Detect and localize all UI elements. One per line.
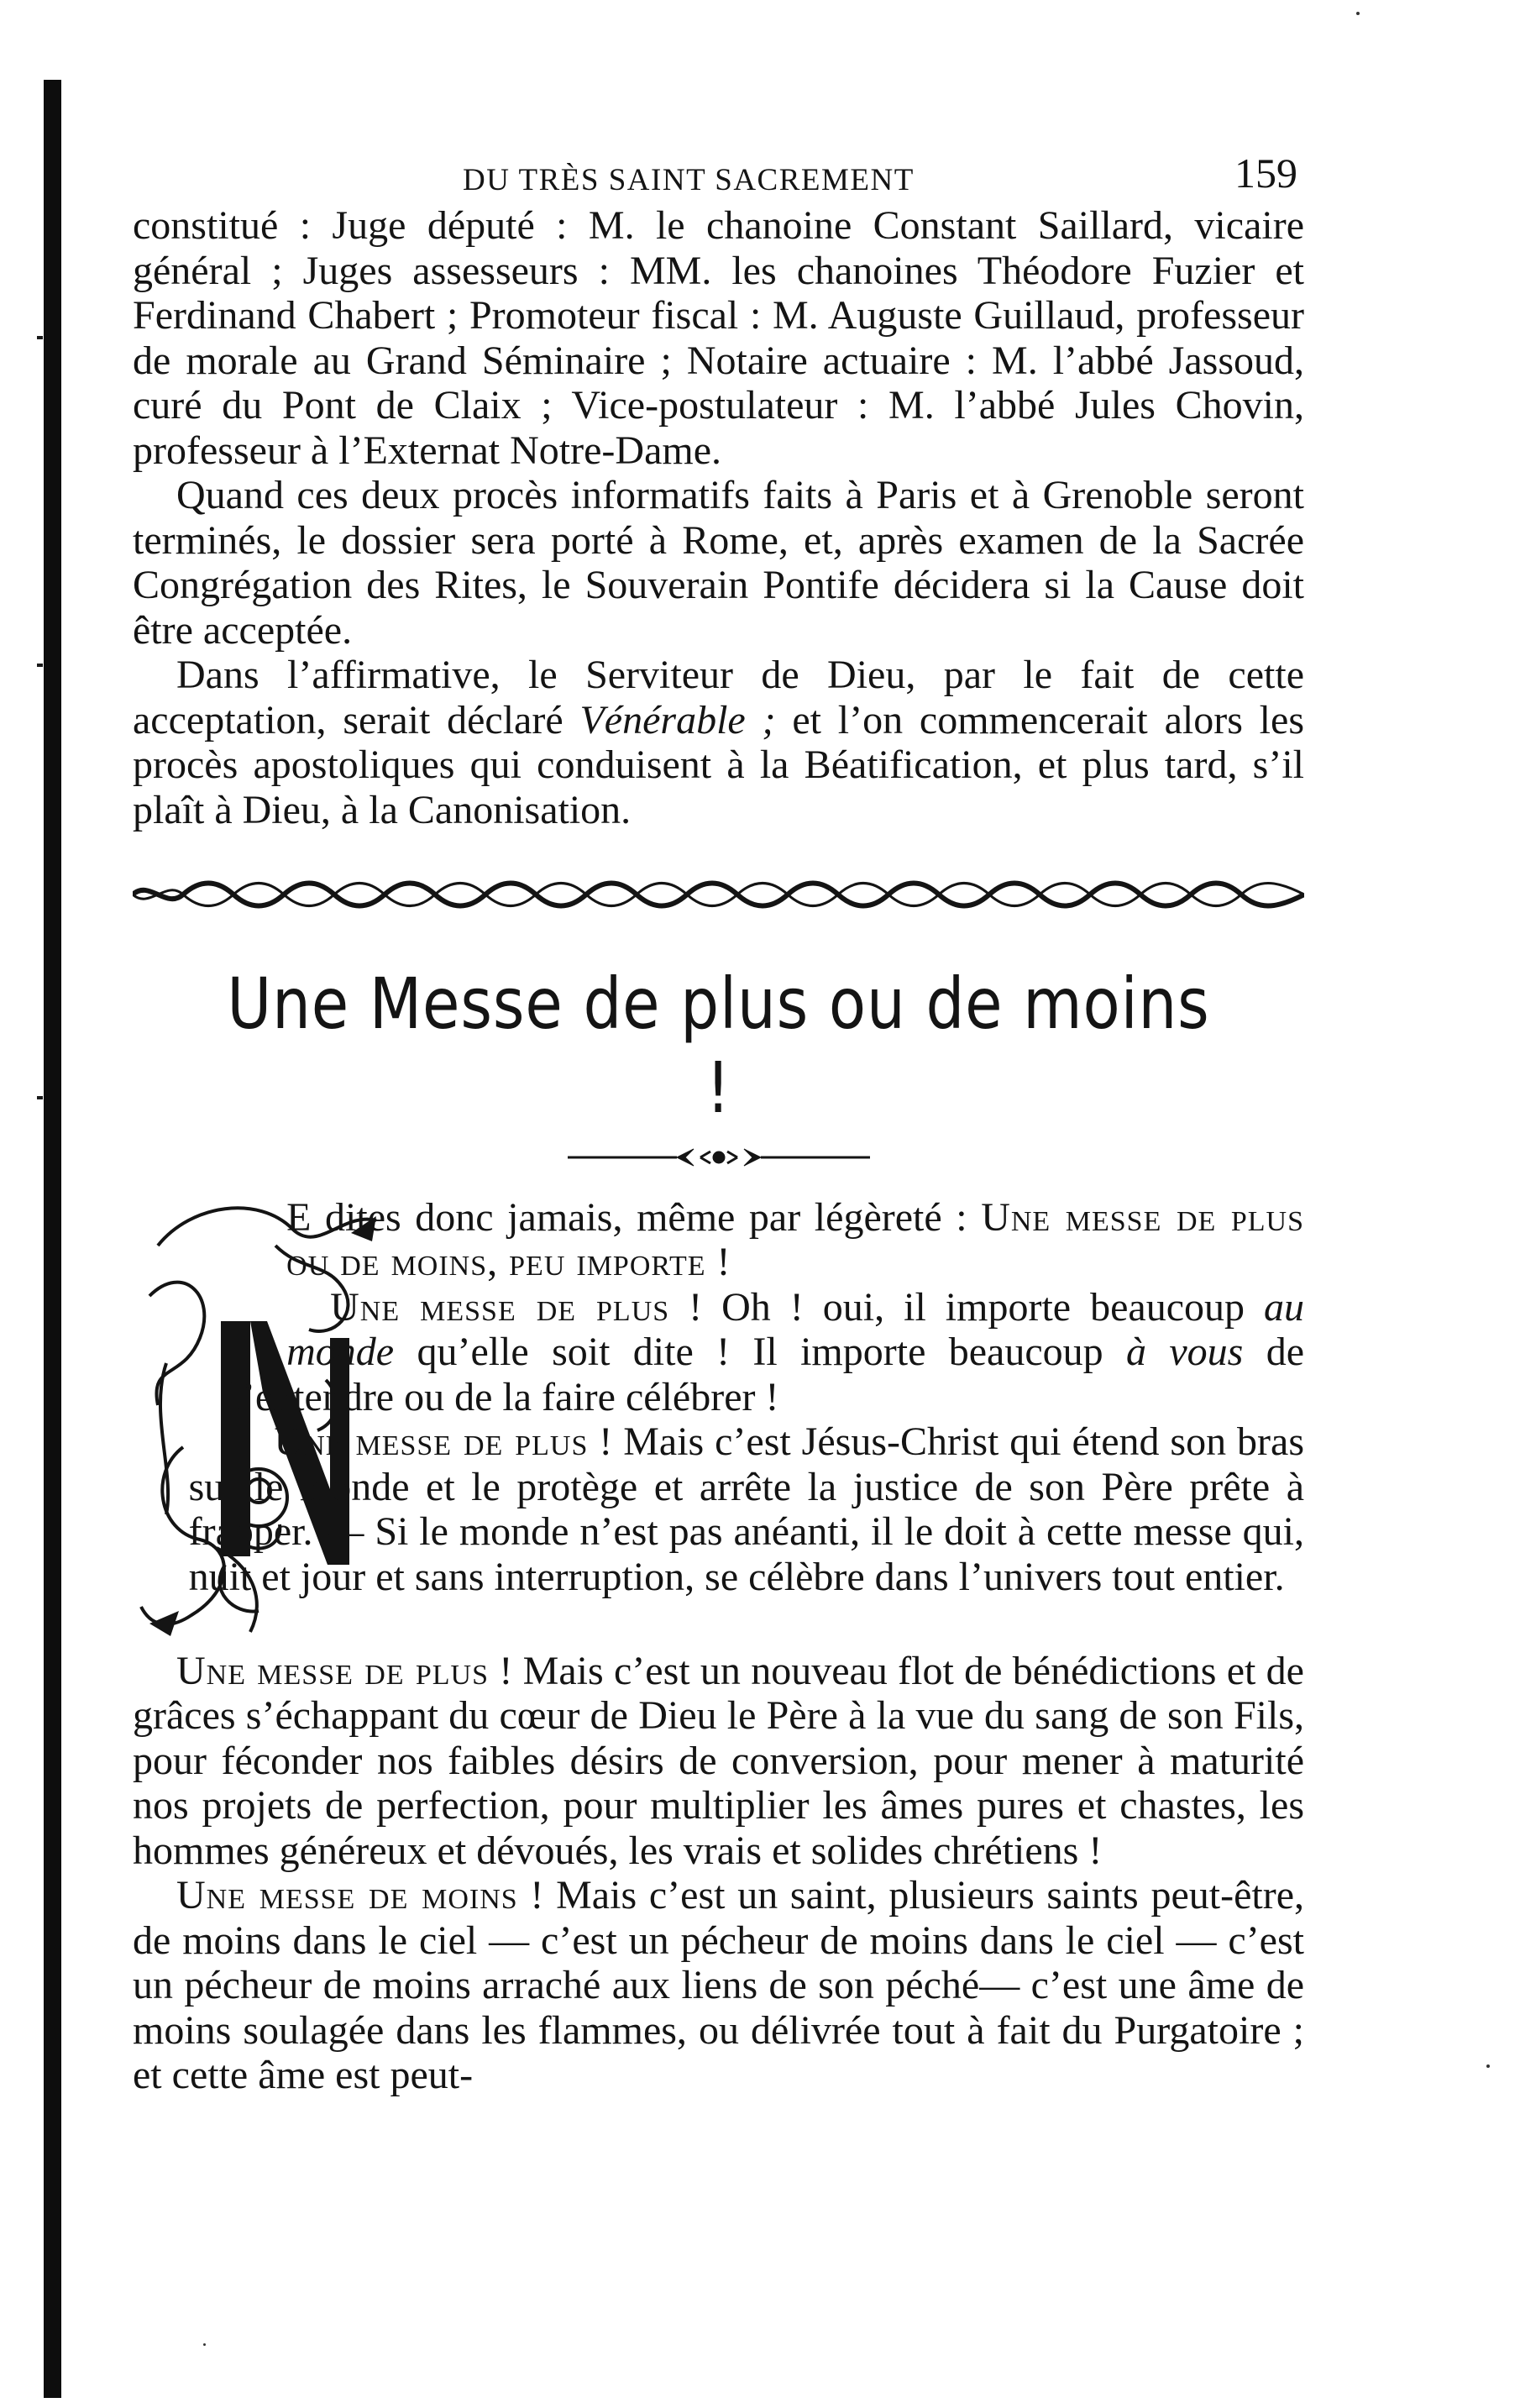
text-run: qu’elle soit dite ! Il importe beaucoup: [394, 1330, 1127, 1374]
text-run: ! Mais c’est Jésus-Christ qui étend son bras sur le monde et le protège et arrête la justice de son Père prête à frapper. — Si le monde n’est pas anéanti, il le doit à cette messe qui, nuit et jour et sans interruption, se célèbre dans l’univers tout entier.: [188, 1419, 1304, 1599]
italic-text: au monde: [286, 1284, 1304, 1374]
paragraph: [133, 1419, 1304, 1599]
small-caps-text: Une messe de plus: [274, 1419, 589, 1464]
book-page: [133, 151, 1304, 2098]
paragraph: [133, 653, 1304, 832]
flourish-rule-icon: [551, 1145, 887, 1170]
opening-section: [133, 1195, 1304, 1649]
small-caps-text: Une messe de moins: [176, 1873, 518, 1917]
edge-mark: [37, 336, 43, 339]
text-run: et l’on commencerait alors les procès apostoliques qui conduisent à la Béatification, et plus tard, s’il plaît à Dieu, à la Canonisation.: [133, 697, 1304, 832]
paper-speck: [203, 2343, 206, 2346]
small-caps-text: Une messe de plus ou de moins, peu importe !: [286, 1194, 1304, 1284]
text-run: de l’entendre ou de la faire célébrer !: [230, 1330, 1305, 1419]
paragraph: constitué : Juge député : M. le chanoine Constant Saillard, vicaire général ; Juges assesseurs : MM. les chanoines Théodore Fuzier et Ferdinand Chabert ; Promoteur fiscal : M. Auguste Guillaud, professeur de morale au Grand Séminaire ; Notaire actuaire : M. l’abbé Jassoud, curé du Pont de Claix ; Vice-postulateur : M. l’abbé Jules Chovin, professeur à l’Externat Notre-Dame.: [133, 203, 1304, 473]
ornament-band-icon: [133, 878, 1304, 911]
paper-speck: [1486, 2064, 1490, 2068]
text-run: ! Oh ! oui, il importe beaucoup: [669, 1284, 1264, 1330]
running-head-title: DU TRÈS SAINT SACREMENT: [463, 163, 915, 197]
text-run: ! Mais c’est un saint, plusieurs saints peut-être, de moins dans le ciel — c’est un pécheur de moins dans le ciel — c’est un pécheur de moins arraché aux liens de son péché— c’est une âme de moins soulagée dans les flammes, ou délivrée tout à fait du Purgatoire ; et cette âme est peut-: [133, 1873, 1304, 2097]
paragraph: [133, 1873, 1304, 2098]
section-heading: Une Messe de plus ou de moins !: [227, 962, 1210, 1129]
edge-mark: [37, 664, 43, 667]
paper-speck: [1356, 12, 1360, 15]
binding-edge-bar: [44, 80, 61, 2398]
text-run: ! Mais c’est un nouveau flot de bénédictions et de grâces s’échappant du cœur de Dieu le Père à la vue du sang de son Fils, pour féconder nos faibles désirs de conversion, pour mener à maturité nos projets de perfection, pour multiplier les âmes pures et chastes, les hommes généreux et dévoués, les vrais et solides chrétiens !: [133, 1648, 1304, 1873]
paragraph: [133, 1649, 1304, 1874]
paragraph: [133, 1195, 1304, 1285]
small-caps-text: Une messe de plus: [176, 1648, 490, 1693]
small-caps-text: Une messe de plus: [330, 1284, 670, 1330]
text-run: E dites donc jamais, même par légèreté :: [286, 1194, 982, 1240]
italic-text: Vénérable ;: [579, 697, 776, 742]
running-head: [133, 151, 1304, 203]
page-number: 159: [1234, 150, 1297, 197]
text-run: Dans l’affirmative, le Serviteur de Dieu, par le fait de cette acceptation, serait déclaré: [133, 653, 1304, 742]
italic-text: à vous: [1126, 1330, 1244, 1374]
edge-mark: [37, 1096, 43, 1099]
ornamental-divider: [133, 876, 1304, 921]
paragraph: Quand ces deux procès informatifs faits à Paris et à Grenoble seront terminés, le dossier sera porté à Rome, et, après examen de la Sacrée Congrégation des Rites, le Souverain Pontife décidera si la Cause doit être acceptée.: [133, 473, 1304, 653]
